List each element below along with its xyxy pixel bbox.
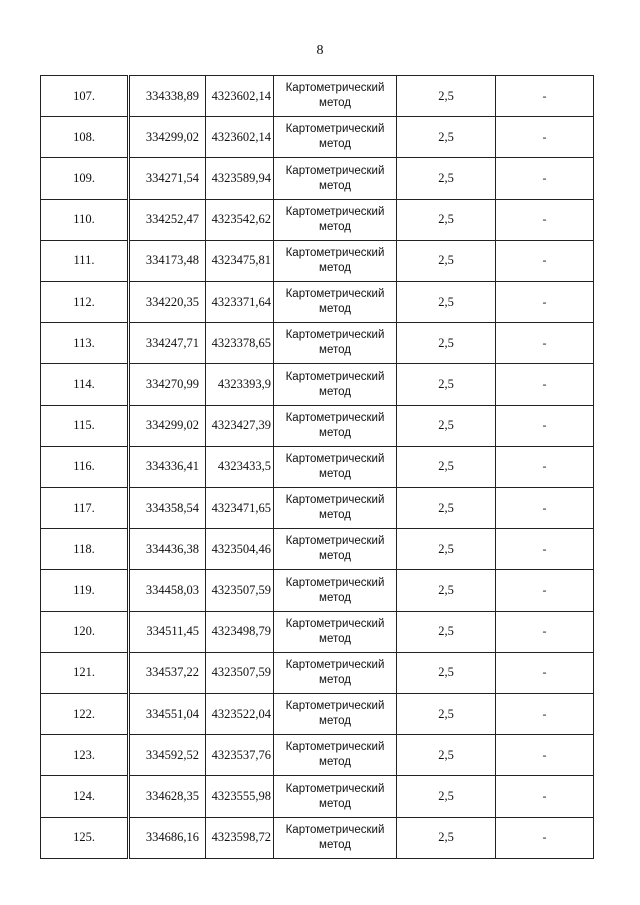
table-row bbox=[41, 488, 594, 529]
accuracy-cell: 2,5 bbox=[397, 611, 496, 652]
point-number-cell: 116. bbox=[41, 446, 129, 487]
accuracy-cell: 2,5 bbox=[397, 405, 496, 446]
note-cell: - bbox=[496, 158, 594, 199]
x-coordinate-cell: 334436,38 bbox=[129, 529, 206, 570]
method-line-1: Картометрический bbox=[285, 411, 385, 424]
method-line-2: метод bbox=[319, 220, 351, 233]
method-cell bbox=[274, 240, 397, 281]
x-coordinate-cell: 334686,16 bbox=[129, 817, 206, 858]
y-coordinate-cell: 4323555,98 bbox=[206, 776, 274, 817]
table-row bbox=[41, 446, 594, 487]
note-cell: - bbox=[496, 694, 594, 735]
coordinates-table bbox=[40, 75, 594, 859]
note-cell: - bbox=[496, 570, 594, 611]
note-cell: - bbox=[496, 282, 594, 323]
method-line-1: Картометрический bbox=[285, 288, 385, 301]
note-cell: - bbox=[496, 240, 594, 281]
y-coordinate-cell: 4323522,04 bbox=[206, 694, 274, 735]
method-line-1: Картометрический bbox=[285, 164, 385, 177]
y-coordinate-cell: 4323598,72 bbox=[206, 817, 274, 858]
accuracy-cell: 2,5 bbox=[397, 488, 496, 529]
method-line-1: Картометрический bbox=[285, 741, 385, 754]
point-number-cell: 113. bbox=[41, 323, 129, 364]
accuracy-cell: 2,5 bbox=[397, 240, 496, 281]
y-coordinate-cell: 4323498,79 bbox=[206, 611, 274, 652]
accuracy-cell: 2,5 bbox=[397, 199, 496, 240]
method-cell bbox=[274, 694, 397, 735]
note-cell: - bbox=[496, 117, 594, 158]
method-line-1: Картометрический bbox=[285, 452, 385, 465]
method-cell bbox=[274, 282, 397, 323]
x-coordinate-cell: 334220,35 bbox=[129, 282, 206, 323]
accuracy-cell: 2,5 bbox=[397, 76, 496, 117]
note-cell: - bbox=[496, 488, 594, 529]
x-coordinate-cell: 334458,03 bbox=[129, 570, 206, 611]
method-line-1: Картометрический bbox=[285, 494, 385, 507]
table-row bbox=[41, 364, 594, 405]
y-coordinate-cell: 4323475,81 bbox=[206, 240, 274, 281]
method-cell bbox=[274, 570, 397, 611]
note-cell: - bbox=[496, 446, 594, 487]
method-line-1: Картометрический bbox=[285, 82, 385, 95]
method-cell bbox=[274, 776, 397, 817]
x-coordinate-cell: 334270,99 bbox=[129, 364, 206, 405]
accuracy-cell: 2,5 bbox=[397, 694, 496, 735]
method-line-2: метод bbox=[319, 673, 351, 686]
method-line-2: метод bbox=[319, 715, 351, 728]
table-row bbox=[41, 776, 594, 817]
method-cell bbox=[274, 529, 397, 570]
accuracy-cell: 2,5 bbox=[397, 323, 496, 364]
method-line-1: Картометрический bbox=[285, 658, 385, 671]
method-cell bbox=[274, 117, 397, 158]
x-coordinate-cell: 334358,54 bbox=[129, 488, 206, 529]
table-row bbox=[41, 570, 594, 611]
table-row bbox=[41, 282, 594, 323]
point-number-cell: 125. bbox=[41, 817, 129, 858]
x-coordinate-cell: 334299,02 bbox=[129, 405, 206, 446]
method-line-1: Картометрический bbox=[285, 329, 385, 342]
method-cell bbox=[274, 364, 397, 405]
y-coordinate-cell: 4323542,62 bbox=[206, 199, 274, 240]
method-cell bbox=[274, 817, 397, 858]
y-coordinate-cell: 4323433,5 bbox=[206, 446, 274, 487]
note-cell: - bbox=[496, 735, 594, 776]
note-cell: - bbox=[496, 199, 594, 240]
method-line-1: Картометрический bbox=[285, 823, 385, 836]
method-line-2: метод bbox=[319, 467, 351, 480]
y-coordinate-cell: 4323602,14 bbox=[206, 117, 274, 158]
y-coordinate-cell: 4323602,14 bbox=[206, 76, 274, 117]
note-cell: - bbox=[496, 76, 594, 117]
method-line-2: метод bbox=[319, 426, 351, 439]
point-number-cell: 117. bbox=[41, 488, 129, 529]
method-cell bbox=[274, 323, 397, 364]
method-line-2: метод bbox=[319, 509, 351, 522]
x-coordinate-cell: 334537,22 bbox=[129, 652, 206, 693]
y-coordinate-cell: 4323507,59 bbox=[206, 570, 274, 611]
note-cell: - bbox=[496, 611, 594, 652]
accuracy-cell: 2,5 bbox=[397, 158, 496, 199]
note-cell: - bbox=[496, 529, 594, 570]
method-line-1: Картометрический bbox=[285, 700, 385, 713]
point-number-cell: 122. bbox=[41, 694, 129, 735]
point-number-cell: 119. bbox=[41, 570, 129, 611]
method-line-1: Картометрический bbox=[285, 123, 385, 136]
x-coordinate-cell: 334551,04 bbox=[129, 694, 206, 735]
table-row bbox=[41, 240, 594, 281]
table-row bbox=[41, 652, 594, 693]
accuracy-cell: 2,5 bbox=[397, 570, 496, 611]
note-cell: - bbox=[496, 323, 594, 364]
point-number-cell: 121. bbox=[41, 652, 129, 693]
accuracy-cell: 2,5 bbox=[397, 529, 496, 570]
x-coordinate-cell: 334271,54 bbox=[129, 158, 206, 199]
point-number-cell: 109. bbox=[41, 158, 129, 199]
table-row bbox=[41, 735, 594, 776]
y-coordinate-cell: 4323393,9 bbox=[206, 364, 274, 405]
table-row bbox=[41, 117, 594, 158]
x-coordinate-cell: 334511,45 bbox=[129, 611, 206, 652]
note-cell: - bbox=[496, 364, 594, 405]
accuracy-cell: 2,5 bbox=[397, 652, 496, 693]
method-line-1: Картометрический bbox=[285, 782, 385, 795]
table-row bbox=[41, 405, 594, 446]
table-row bbox=[41, 694, 594, 735]
note-cell: - bbox=[496, 405, 594, 446]
accuracy-cell: 2,5 bbox=[397, 117, 496, 158]
method-line-2: метод bbox=[319, 303, 351, 316]
table-row bbox=[41, 529, 594, 570]
method-line-2: метод bbox=[319, 797, 351, 810]
method-cell bbox=[274, 652, 397, 693]
method-line-1: Картометрический bbox=[285, 617, 385, 630]
y-coordinate-cell: 4323427,39 bbox=[206, 405, 274, 446]
method-line-2: метод bbox=[319, 97, 351, 110]
method-line-1: Картометрический bbox=[285, 370, 385, 383]
point-number-cell: 114. bbox=[41, 364, 129, 405]
y-coordinate-cell: 4323378,65 bbox=[206, 323, 274, 364]
method-line-1: Картометрический bbox=[285, 576, 385, 589]
method-cell bbox=[274, 405, 397, 446]
point-number-cell: 118. bbox=[41, 529, 129, 570]
method-cell bbox=[274, 158, 397, 199]
accuracy-cell: 2,5 bbox=[397, 817, 496, 858]
point-number-cell: 112. bbox=[41, 282, 129, 323]
note-cell: - bbox=[496, 776, 594, 817]
x-coordinate-cell: 334173,48 bbox=[129, 240, 206, 281]
method-line-2: метод bbox=[319, 550, 351, 563]
method-line-2: метод bbox=[319, 344, 351, 357]
method-line-2: метод bbox=[319, 138, 351, 151]
point-number-cell: 115. bbox=[41, 405, 129, 446]
page-number: 8 bbox=[316, 43, 324, 58]
table-row bbox=[41, 611, 594, 652]
x-coordinate-cell: 334338,89 bbox=[129, 76, 206, 117]
method-line-1: Картометрический bbox=[285, 246, 385, 259]
y-coordinate-cell: 4323471,65 bbox=[206, 488, 274, 529]
method-line-2: метод bbox=[319, 261, 351, 274]
table-row bbox=[41, 817, 594, 858]
method-line-2: метод bbox=[319, 756, 351, 769]
accuracy-cell: 2,5 bbox=[397, 282, 496, 323]
table-row bbox=[41, 158, 594, 199]
point-number-cell: 123. bbox=[41, 735, 129, 776]
method-line-2: метод bbox=[319, 632, 351, 645]
note-cell: - bbox=[496, 652, 594, 693]
method-cell bbox=[274, 611, 397, 652]
point-number-cell: 110. bbox=[41, 199, 129, 240]
accuracy-cell: 2,5 bbox=[397, 735, 496, 776]
accuracy-cell: 2,5 bbox=[397, 446, 496, 487]
table-row bbox=[41, 199, 594, 240]
x-coordinate-cell: 334247,71 bbox=[129, 323, 206, 364]
y-coordinate-cell: 4323507,59 bbox=[206, 652, 274, 693]
y-coordinate-cell: 4323589,94 bbox=[206, 158, 274, 199]
coordinates-table-body bbox=[41, 76, 594, 859]
table-row bbox=[41, 76, 594, 117]
method-cell bbox=[274, 735, 397, 776]
x-coordinate-cell: 334336,41 bbox=[129, 446, 206, 487]
point-number-cell: 111. bbox=[41, 240, 129, 281]
method-line-1: Картометрический bbox=[285, 205, 385, 218]
point-number-cell: 124. bbox=[41, 776, 129, 817]
method-line-1: Картометрический bbox=[285, 535, 385, 548]
x-coordinate-cell: 334592,52 bbox=[129, 735, 206, 776]
y-coordinate-cell: 4323504,46 bbox=[206, 529, 274, 570]
method-line-2: метод bbox=[319, 591, 351, 604]
x-coordinate-cell: 334252,47 bbox=[129, 199, 206, 240]
table-row bbox=[41, 323, 594, 364]
y-coordinate-cell: 4323371,64 bbox=[206, 282, 274, 323]
method-line-2: метод bbox=[319, 385, 351, 398]
accuracy-cell: 2,5 bbox=[397, 776, 496, 817]
method-cell bbox=[274, 76, 397, 117]
point-number-cell: 107. bbox=[41, 76, 129, 117]
accuracy-cell: 2,5 bbox=[397, 364, 496, 405]
point-number-cell: 108. bbox=[41, 117, 129, 158]
method-line-2: метод bbox=[319, 838, 351, 851]
x-coordinate-cell: 334628,35 bbox=[129, 776, 206, 817]
x-coordinate-cell: 334299,02 bbox=[129, 117, 206, 158]
method-cell bbox=[274, 488, 397, 529]
method-cell bbox=[274, 199, 397, 240]
note-cell: - bbox=[496, 817, 594, 858]
method-cell bbox=[274, 446, 397, 487]
point-number-cell: 120. bbox=[41, 611, 129, 652]
method-line-2: метод bbox=[319, 179, 351, 192]
y-coordinate-cell: 4323537,76 bbox=[206, 735, 274, 776]
